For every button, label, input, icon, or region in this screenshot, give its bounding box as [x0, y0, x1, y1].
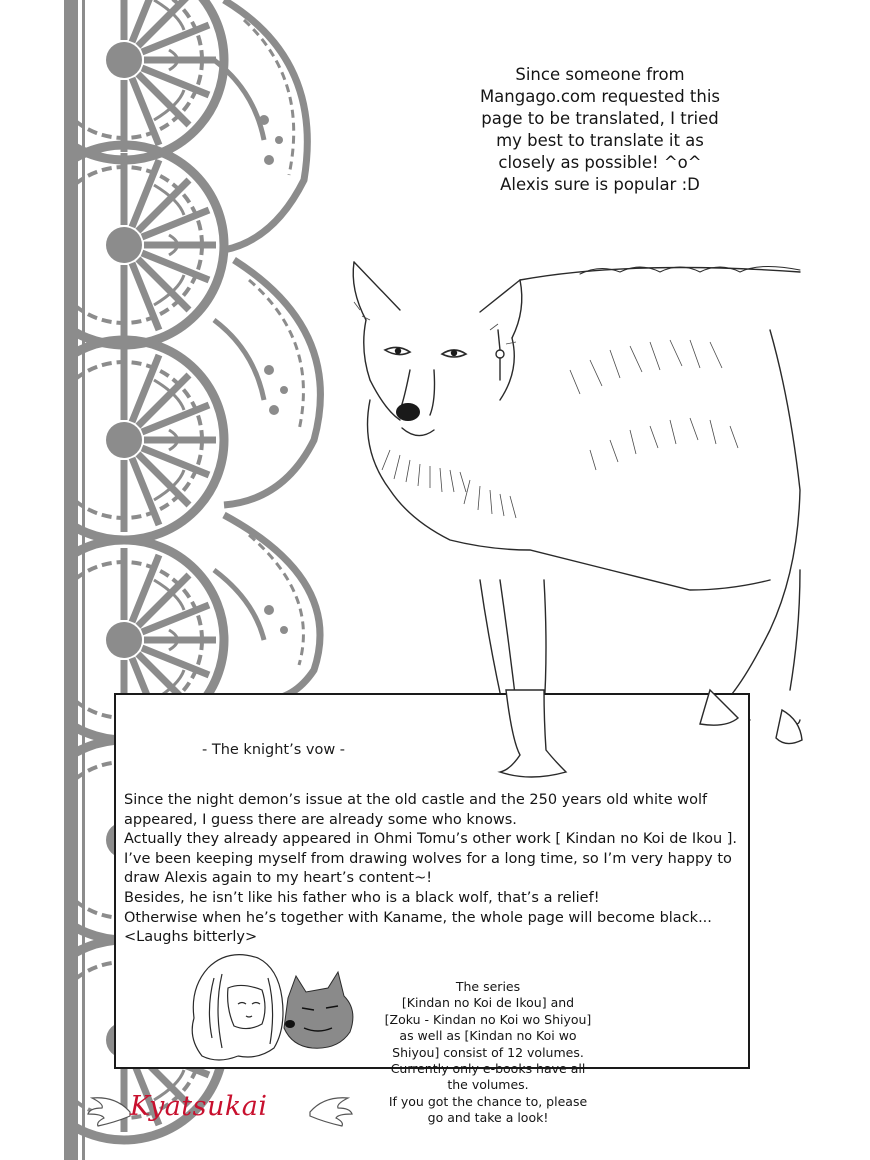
- series-note-line: go and take a look!: [427, 1110, 549, 1126]
- series-note-line: If you got the chance to, please: [388, 1093, 588, 1109]
- series-note-line: [Zoku - Kindan no Koi wo Shiyou]: [384, 1011, 592, 1027]
- afterword-line: I’ve been keeping myself from drawing wolves for a long time, so I’m very happy to: [124, 850, 732, 867]
- translator-note-line: closely as possible! ^o^: [498, 153, 702, 172]
- afterword-line: Otherwise when he’s together with Kaname, the whole page will become black...: [124, 909, 712, 926]
- afterword-line: <Laughs bitterly>: [124, 929, 258, 946]
- translator-note-line: Alexis sure is popular :D: [500, 175, 700, 194]
- translator-note: [452, 64, 748, 196]
- afterword-title: - The knight’s vow -: [202, 742, 346, 758]
- series-note-line: the volumes.: [447, 1077, 529, 1093]
- chibi-girl-and-wolf-illustration: [178, 948, 368, 1068]
- series-note-line: as well as [Kindan no Koi wo: [399, 1028, 577, 1044]
- afterword-line: Actually they already appeared in Ohmi Tomu’s other work [ Kindan no Koi de Ikou ].: [124, 831, 738, 848]
- series-note-line: Shiyou] consist of 12 volumes.: [392, 1044, 584, 1060]
- series-note-line: Currently only e-books have all: [390, 1061, 586, 1077]
- translator-note-line: my best to translate it as: [496, 131, 704, 150]
- afterword-line: appeared, I guess there are already some who knows.: [124, 811, 517, 828]
- afterword-line: Since the night demon’s issue at the old castle and the 250 years old white wolf: [124, 792, 708, 808]
- series-note-line: The series: [455, 979, 521, 994]
- afterword-line: Besides, he isn’t like his father who is a black wolf, that’s a relief!: [124, 889, 600, 906]
- translator-note-line: Since someone from: [515, 65, 685, 84]
- scanlation-logo: Kyatsukai: [130, 1091, 268, 1122]
- translator-note-line: Mangago.com requested this: [479, 87, 721, 106]
- afterword-line: draw Alexis again to my heart’s content~!: [124, 870, 433, 887]
- series-note: [374, 979, 602, 1127]
- translator-note-line: page to be translated, I tried: [481, 109, 719, 128]
- series-note-line: [Kindan no Koi de Ikou] and: [401, 995, 575, 1011]
- afterword-body: [124, 791, 756, 948]
